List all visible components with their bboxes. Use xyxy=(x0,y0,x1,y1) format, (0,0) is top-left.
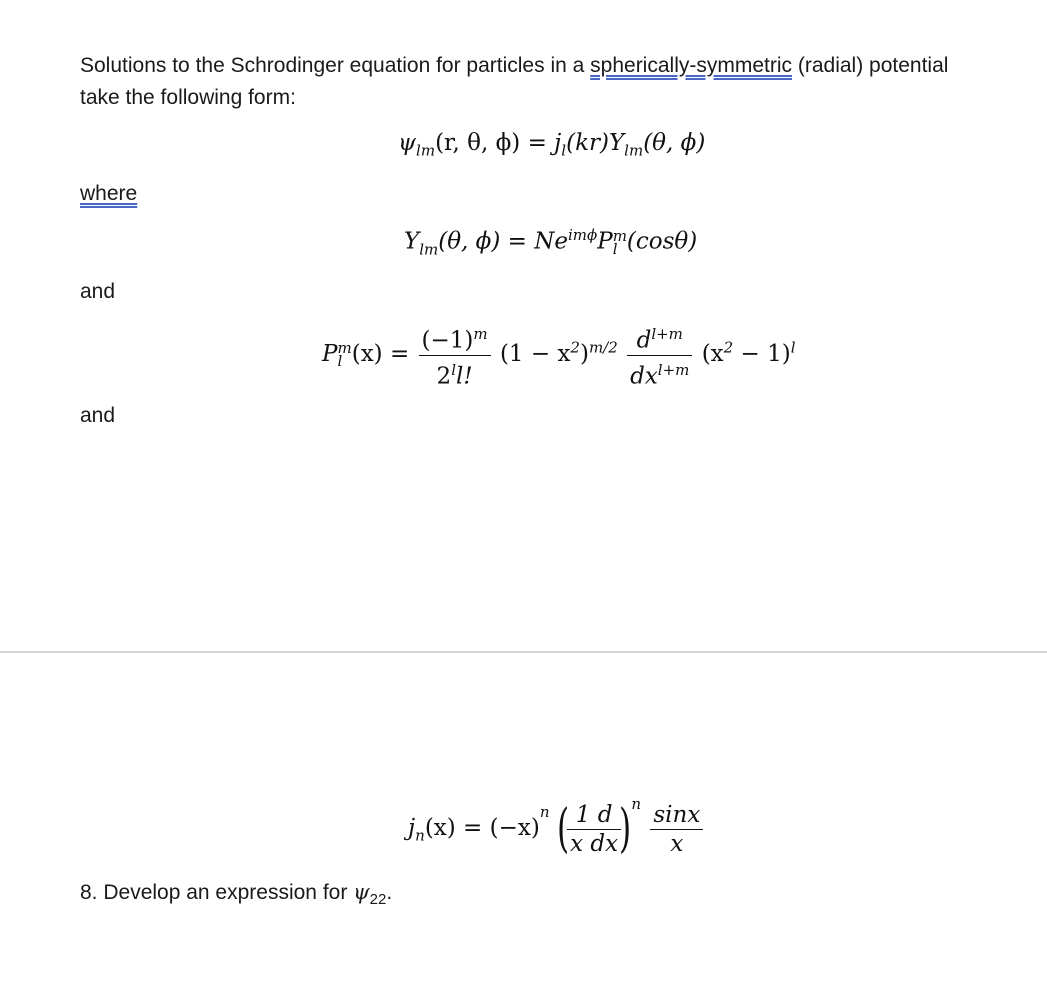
intro-line-1-after: (radial) potential xyxy=(792,54,949,77)
fraction-operator xyxy=(567,801,621,858)
bessel-j-symbol: j xyxy=(554,130,562,156)
middle-term: (1 − x xyxy=(499,341,571,368)
bessel-power-n: n xyxy=(539,803,550,821)
frac2-numerator: d xyxy=(636,327,652,354)
cos-theta: (cosθ) xyxy=(626,228,698,255)
question-psi-subscript: 22 xyxy=(369,891,387,909)
frac2-denominator: dx xyxy=(630,363,658,390)
frac1-numerator-exp: m xyxy=(473,325,488,343)
intro-line-2: take the following form: xyxy=(80,86,296,109)
tail-term: (x xyxy=(701,341,724,368)
legendre-lhs-m: m xyxy=(337,339,352,358)
label-where[interactable]: where xyxy=(80,182,138,205)
middle-term-exp: m/2 xyxy=(588,338,618,357)
operator-power-n: n xyxy=(631,795,642,813)
legendre-p-superscript: m xyxy=(612,226,627,245)
fraction-sinx xyxy=(650,801,703,858)
legendre-lhs-p: P xyxy=(322,341,338,368)
ylm-args: (θ, ϕ) xyxy=(643,130,706,156)
question-text: 8. Develop an expression for xyxy=(80,881,354,904)
page-divider xyxy=(0,651,1047,653)
psi-subscript: lm xyxy=(416,141,436,160)
frac1-denominator-exp: l xyxy=(451,360,456,379)
question-period: . xyxy=(386,881,393,904)
frac1-denominator: 2 xyxy=(436,363,452,390)
left-paren: ( xyxy=(556,799,570,859)
equation-ylm xyxy=(404,226,697,258)
frac2-numerator-exp: l+m xyxy=(651,325,683,343)
bessel-j-subscript: l xyxy=(561,141,567,160)
tail-term-mid: − 1) xyxy=(733,341,791,368)
y-symbol: Y xyxy=(404,228,420,255)
tail-term-square: 2 xyxy=(723,338,734,357)
operator-numerator: 1 d xyxy=(567,801,621,830)
question-8 xyxy=(80,876,392,916)
fraction-derivative xyxy=(627,320,692,390)
intro-line-1-before: Solutions to the Schrodinger equation for particles in a xyxy=(80,54,591,77)
tail-term-exp: l xyxy=(790,338,796,357)
question-psi: ψ xyxy=(353,880,370,904)
intro-line-1 xyxy=(80,50,948,82)
frac1-denominator-tail: l! xyxy=(456,363,473,390)
legendre-p-symbol: P xyxy=(597,228,613,255)
middle-term-close: ) xyxy=(579,341,589,368)
psi-args: (r, θ, ϕ) = xyxy=(435,130,555,156)
exponent: imϕ xyxy=(567,226,598,244)
sinx-denominator: x xyxy=(670,830,684,857)
label-and-1: and xyxy=(80,280,116,303)
frac2-denominator-exp: l+m xyxy=(657,360,690,379)
legendre-lhs-tail: (x) = xyxy=(351,341,410,368)
bessel-lhs-n: n xyxy=(415,826,425,845)
kr-term: (kr)Y xyxy=(566,130,625,156)
y-subscript: lm xyxy=(419,240,439,259)
operator-denominator: x dx xyxy=(570,830,619,857)
right-paren: ) xyxy=(619,799,632,859)
fraction-sign-factor xyxy=(419,320,491,390)
equation-bessel xyxy=(408,795,705,858)
ylm-args-lhs: (θ, ϕ) = Ne xyxy=(438,228,568,255)
psi-symbol: ψ xyxy=(398,130,417,156)
spellcheck-underlined-word[interactable]: spherically-symmetric xyxy=(590,54,793,77)
bessel-lhs-tail: (x) = (−x) xyxy=(424,815,540,841)
label-and-2: and xyxy=(80,404,116,427)
legendre-lhs-l: l xyxy=(337,352,343,371)
middle-term-square: 2 xyxy=(570,338,580,357)
equation-psi-lm xyxy=(398,130,705,160)
equation-legendre xyxy=(322,320,796,390)
legendre-p-subscript: l xyxy=(612,239,618,258)
ylm-subscript: lm xyxy=(624,141,644,160)
frac1-numerator: (−1) xyxy=(421,327,474,354)
sinx-numerator: sinx xyxy=(650,801,703,830)
bessel-lhs-j: j xyxy=(408,815,416,841)
